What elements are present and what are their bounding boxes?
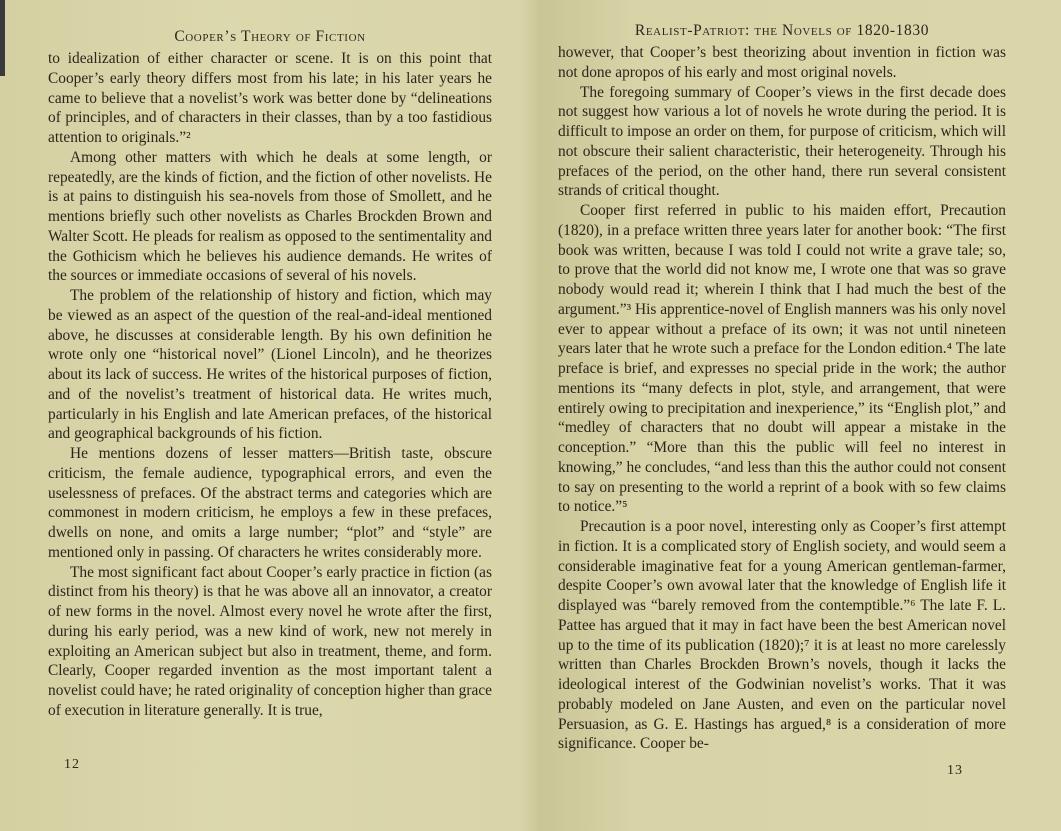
paragraph: Precaution is a poor novel, interesting only as Cooper’s first attempt in fiction. It is a complicated story of English society, and would seem a considerable imaginative feat for a young American gentleman-farmer, despite Cooper’s own avowal later that the knowledge of English life it displayed was “barely removed from the contemptible.”⁶ The late F. L. Pattee has argued that it may in fact have been the best American novel up to the time of its publication (1820);⁷ it is at least no more carelessly written than Charles Brockden Brown’s novels, though it lacks the ideological interest of the Godwinian novelist’s works. That it was probably modeled on Jane Austen, and even on the particular novel Persuasion, as G. E. Hastings has argued,⁸ is a consideration of more significance. Cooper be- bbox=[558, 518, 1006, 753]
paragraph: The most significant fact about Cooper’s early practice in fiction (as distinct from his theory) is that he was above all an innovator, a creator of new forms in the novel. Almost every novel he wrote after the first, during his early period, was a new kind of work, new not merely in exploiting an American subject but also in treatment, theme, and form. Clearly, Cooper regarded invention as the most important talent a novelist could have; he rated originality of conception higher than grace of execution in literature generally. It is true, bbox=[48, 563, 492, 719]
paragraph: to idealization of either character or scene. It is on this point that Cooper’s early theory differs most from his late; in his later years he came to believe that a novelist’s work was better done by “delineations of principles, and of characters in their classes, than by a too fastidious attention to originals.”² bbox=[48, 50, 492, 146]
paragraph: The foregoing summary of Cooper’s views in the first decade does not suggest how various a lot of novels he wrote during the period. It is difficult to impose an order on them, for purpose of criticism, which will not obscure their salient characteristic, their heterogeneity. Through his prefaces of the period, on the other hand, there run several consistent strands of critical thought. bbox=[558, 83, 1006, 200]
paragraph: The problem of the relationship of history and fiction, which may be viewed as an aspect of the question of the real-and-ideal mentioned above, he discusses at considerable length. By his own definition he wrote only one “historical novel” (Lionel Lincoln), and he theorizes about its lack of success. He writes of the historical purposes of fiction, and of the novelist’s treatment of historical data. He writes much, particularly in his English and late American prefaces, of the historical and geographical backgrounds of his fiction. bbox=[48, 287, 492, 443]
right-page-text bbox=[558, 43, 1006, 754]
right-page-number: 13 bbox=[947, 763, 963, 778]
left-page bbox=[0, 0, 530, 831]
right-page bbox=[531, 0, 1061, 831]
right-running-head: Realist-Patriot: the Novels of 1820-1830 bbox=[634, 22, 930, 39]
left-running-head: Cooper’s Theory of Fiction bbox=[174, 28, 366, 45]
paragraph: however, that Cooper’s best theorizing about invention in fiction was not done apropos of his early and most original novels. bbox=[558, 44, 1006, 81]
paragraph: He mentions dozens of lesser matters—British taste, obscure criticism, the female audience, typographical errors, and even the uselessness of prefaces. Of the abstract terms and categories which are commonest in modern criticism, he employs a few in these prefaces, dwells on none, and omits a large number; “plot” and “style” are mentioned only in passing. Of characters he writes considerably more. bbox=[48, 445, 492, 561]
left-page-text bbox=[48, 49, 492, 721]
paragraph: Cooper first referred in public to his maiden effort, Precaution (1820), in a preface written three years later for another book: “The first book was written, because I was told I could not write a grave tale; so, to prove that the world did not know me, I wrote one that was so grave nobody would read it; wherein I think that I had much the best of the argument.”³ His apprentice-novel of English manners was his only novel ever to appear without a preface of its own; it was not until nineteen years later that he wrote such a preface for the London edition.⁴ The late preface is brief, and expresses no special pride in the work; the author mentions its “many defects in plot, style, and arrangement, that were entirely owing to precipitation and inexperience,” its “English plot,” and “medley of characters that no doubt will appear a mistake in the conception.” “More than this the public will feel no interest in knowing,” he concludes, “and less than this the author could not consent to say on presenting to the world a reprint of a book with so few claims to notice.”⁵ bbox=[558, 202, 1006, 516]
paragraph: Among other matters with which he deals at some length, or repeatedly, are the kinds of fiction, and the fiction of other novelists. He is at pains to distinguish his sea-novels from those of Smollett, and he mentions briefly such other novelists as Charles Brockden Brown and Walter Scott. He pleads for realism as opposed to the sentimentality and the Gothicism which he believes his audience demands. He writes of the sources or immediate occasions of several of his novels. bbox=[48, 148, 492, 285]
left-page-number: 12 bbox=[64, 757, 80, 772]
